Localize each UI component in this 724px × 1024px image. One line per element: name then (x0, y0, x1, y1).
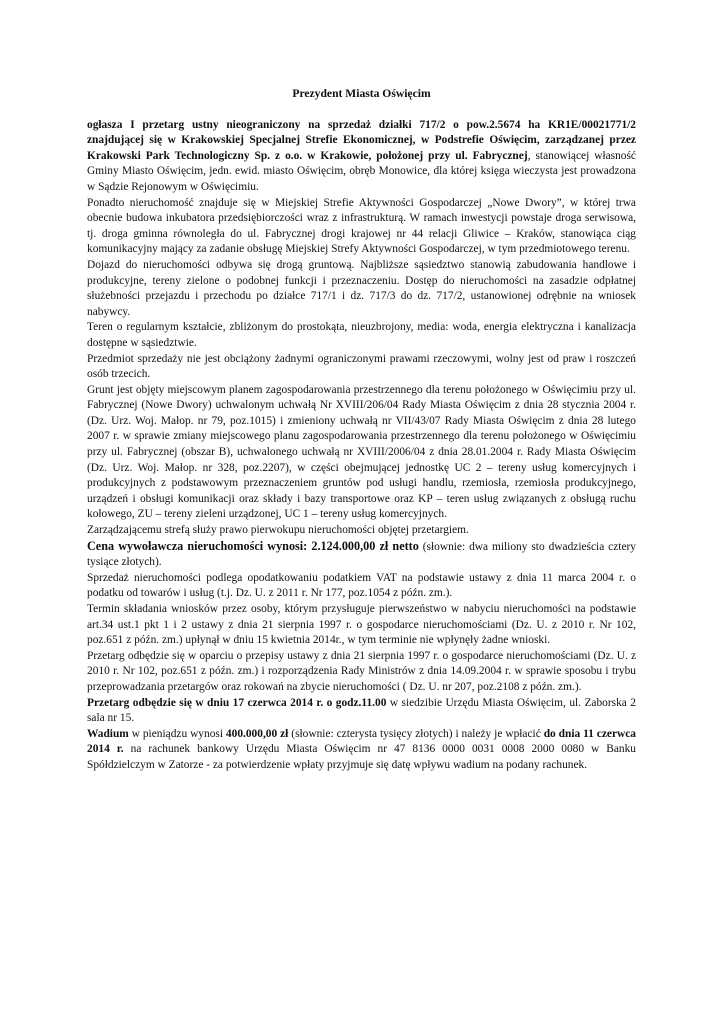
document-title: Prezydent Miasta Oświęcim (292, 87, 431, 100)
paragraph-access: Dojazd do nieruchomości odbywa się drogą gruntową. Najbliższe sąsiedztwo stanowią zabudowania handlowe i produkcyjne, tereny zielone o podobnej funkcji i przeznaczeniu. Dostęp do nieruchomości na zasadzie odpłatnej służebności przejazdu i przechodu po działce 717/1 i dz. 717/3 do dz. 717/2, ustanowionej odrębnie na wniosek nabywcy. (87, 258, 636, 318)
deposit-label: Wadium (87, 727, 129, 740)
deposit-deadline: do dnia 11 czerwca 2014 r. (87, 727, 636, 756)
paragraph-deposit (87, 727, 636, 774)
paragraph-economic-zone: Ponadto nieruchomość znajduje się w Miejskiej Strefie Aktywności Gospodarczej „Nowe Dwory”, w której trwa obecnie budowa inkubatora przedsiębiorczości wraz z infrastrukturą. W ramach inwestycji powstaje droga serwisowa, tj. droga gminna równoległa do ul. Fabrycznej drogi krajowej nr 44 relacji Gliwice – Kraków, stanowiąca ciąg komunikacyjny mający za zadanie obsługę Miejskiej Strefy Aktywności Gospodarczej, w tym przedmiotowego terenu. (87, 196, 636, 256)
deposit-text-1: w pieniądzu wynosi (128, 727, 226, 740)
auction-subject-bold: ogłasza I przetarg ustny nieograniczony na sprzedaż działki 717/2 o pow.2.5674 ha KR1E/00021771/2 znajdującej się w Krakowskiej Specjalnej Strefie Ekonomicznej, w Podstrefie Oświęcim, zarządzanej przez Krakowski Park Technologiczny Sp. z o.o. w Krakowie, położonej przy ul. Fabrycznej (87, 118, 636, 162)
auction-location: w siedzibie Urzędu Miasta Oświęcim, ul. Zaborska 2 sala nr 15. (87, 696, 636, 725)
deposit-text-3: na rachunek bankowy Urzędu Miasta Oświęcim nr 47 8136 0000 0031 0008 2000 0080 w Banku Spółdzielczym w Zatorze - za potwierdzenie wpłaty przyjmuje się datę wpływu wadium na podany rachunek. (87, 743, 636, 771)
starting-price-words: (słownie: dwa miliony sto dwadzieścia cztery tysiące złotych). (87, 540, 637, 569)
paragraph-encumbrances: Przedmiot sprzedaży nie jest obciążony żadnymi ograniczonymi prawami rzeczowymi, wolny jest od praw i roszczeń osób trzecich. (87, 352, 636, 381)
announcement-document (87, 86, 636, 774)
auction-subject-rest: , stanowiącej własność Gminy Miasto Oświęcim, jedn. ewid. miasto Oświęcim, obręb Monowice, dla której księga wieczysta jest prowadzona w Sądzie Rejonowym w Oświęcimiu. (87, 149, 636, 193)
paragraph-zoning-plan: Grunt jest objęty miejscowym planem zagospodarowania przestrzennego dla terenu położonego w Oświęcimiu przy ul. Fabrycznej (Nowe Dwory) uchwalonym uchwałą Nr XVIII/206/04 Rady Miasta Oświęcim z dnia 28 stycznia 2004 r. (Dz. Urz. Woj. Małop. nr 79, poz.1015) i zmieniony uchwałą nr VII/43/07 Rady Miasta Oświęcim z dnia 28 lutego 2007 r. w sprawie zmiany miejscowego planu zagospodarowania przestrzennego dla terenu położonego w Oświęcimiu przy ul. Fabrycznej (obszar B), uchwalonego uchwałą nr XVIII/2006/04 z dnia 28.01.2004 r. Rady Miasta Oświęcim (Dz. Urz. Woj. Małop. nr 328, poz.2207), w części obejmującej jednostkę UC 2 – tereny usług komercyjnych i produkcyjnych z podstawowym przeznaczeniem gruntów pod usługi handlu, rzemiosła, rzemiosła produkcyjnego, urządzeń i obsługi komunikacji oraz składy i bazy transportowe oraz KP – teren usług związanych z obsługą ruchu kołowego, ZU – tereny zieleni urządzonej, UC 1 – tereny usług komercyjnych. (87, 383, 636, 521)
deposit-text-2: (słownie: czterysta tysięcy złotych) i należy je wpłacić (288, 727, 544, 740)
paragraph-auction-announcement (87, 118, 636, 196)
paragraph-starting-price (87, 539, 636, 571)
paragraph-preemption-right: Zarządzającemu strefą służy prawo pierwokupu nieruchomości objętej przetargiem. (87, 524, 469, 537)
auction-date-bold: Przetarg odbędzie się w dniu 17 czerwca 2014 r. o godz.11.00 (87, 696, 387, 709)
paragraph-legal-basis: Przetarg odbędzie się w oparciu o przepisy ustawy z dnia 21 sierpnia 1997 r. o gospodarce nieruchomościami (Dz. U. z 2010 r. Nr 102, poz.651 z późn. zm.) i rozporządzenia Rady Ministrów z dnia 14.09.2004 r. w sprawie sposobu i trybu przeprowadzania przetargów oraz rokowań na zbycie nieruchomości ( Dz. U. nr 207, poz.2108 z późn. zm.). (87, 649, 636, 693)
deposit-amount: 400.000,00 zł (225, 727, 289, 740)
paragraph-auction-date (87, 696, 636, 727)
paragraph-terrain: Teren o regularnym kształcie, zbliżonym do prostokąta, nieuzbrojony, media: woda, energia elektryczna i kanalizacja dostępne w sąsiedztwie. (87, 321, 636, 349)
paragraph-priority-deadline: Termin składania wniosków przez osoby, którym przysługuje pierwszeństwo w nabyciu nieruchomości na podstawie art.34 ust.1 pkt 1 i 2 ustawy z dnia 21 sierpnia 1997 r. o gospodarce nieruchomościami (Dz. U. z 2010 r. Nr 102, poz.651 z późn. zm.) upłynął w dniu 15 kwietnia 2014r., w tym terminie nie wpłynęły żadne wnioski. (87, 603, 636, 647)
paragraph-vat: Sprzedaż nieruchomości podlega opodatkowaniu podatkiem VAT na podstawie ustawy z dnia 11 marca 2004 r. o podatku od towarów i usług (t.j. Dz. U. z 2011 r. Nr 177, poz.1054 z późn. zm.). (87, 571, 636, 600)
starting-price-bold: Cena wywoławcza nieruchomości wynosi: 2.124.000,00 zł netto (87, 538, 419, 553)
